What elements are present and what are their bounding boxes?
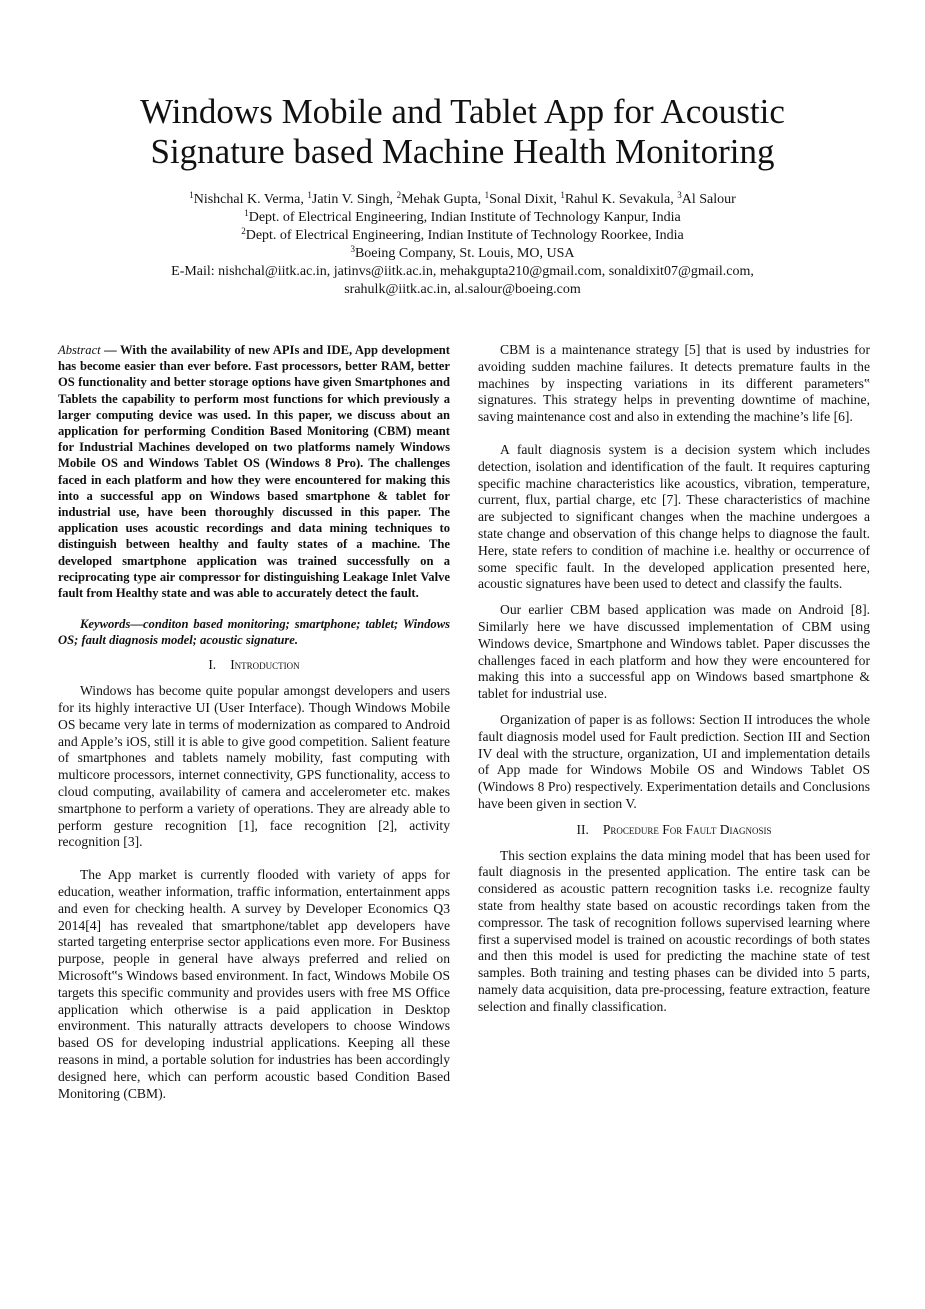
left-column [58,342,450,1102]
intro-paragraph-1: Windows has become quite popular amongst developers and users for its highly interactive UI (User Interface). Though Windows Mobile OS became very late in terms of modernization as compared to Android and Apple’s iOS, still it is able to give good competition. Salient feature of smartphones and tablets namely mobility, fast computing with multicore processors, internet connectivity, GPS functionality, access to cloud computing, availability of camera and accelerometer etc. makes smartphone to perform a variety of operations. They are already able to perform gesture recognition [1], face recognition [2], activity recognition [3]. [58,683,450,850]
author-name: Mehak Gupta, [401,192,485,207]
affiliation [60,209,865,227]
affiliation-text: Boeing Company, St. Louis, MO, USA [354,246,575,261]
section-title: Introduction [230,657,300,673]
abstract [58,342,450,601]
author-list [60,191,865,209]
procedure-paragraph: This section explains the data mining model that has been used for fault diagnosis in the presented application. The entire task can be considered as acoustic pattern recognition tasks i.e. recognize faulty state from healthy state based on acoustic recordings taken from the compressor. The task of recognition follows supervised learning where first a supervised model is trained on acoustic recordings of both states and then this model is used for predicting the machine state of test samples. Both training and testing phases can be divided into 5 parts, namely data acquisition, data pre-processing, feature extraction, feature selection and finally classification. [478,847,870,1014]
earlier-app-paragraph: Our earlier CBM based application was made on Android [8]. Similarly here we have discussed implementation of CBM using Windows device, Smartphone and Windows tablet. Paper discusses the challenges faced in each platform and how they were encountered for making this into a successful app on Windows based smartphone & tablet for industrial use. [478,602,870,702]
author-sup: 1 [560,190,565,200]
fault-diagnosis-paragraph: A fault diagnosis system is a decision system which includes detection, isolation and identification of the fault. It requires capturing specific machine characteristics like acoustics, vibration, temperature, current, flux, partial charge, etc [7]. These characteristics of machine are subjected to significant changes when the machine undergoes a state change and observation of this change helps to diagnose the fault. Here, state refers to condition of machine i.e. healthy or occurrence of some specific fault. In the developed application presented here, acoustic signatures have been used to detect and classify the faults. [478,441,870,592]
section-heading-introduction [58,657,450,674]
title-line-2: Signature based Machine Health Monitoring [150,132,775,171]
keywords: Keywords—conditon based monitoring; smartphone; tablet; Windows OS; fault diagnosis model; acoustic signature. [58,617,450,647]
email-line-2: srahulk@iitk.ac.in, al.salour@boeing.com [344,282,581,297]
affiliation [60,245,865,263]
author-sup: 2 [396,190,402,200]
title-line-1: Windows Mobile and Tablet App for Acoustic [140,92,785,131]
author-name: Al Salour [681,192,736,207]
author-name: Sonal Dixit, [489,192,561,207]
section-number: I. [208,657,217,673]
affiliation-text: Dept. of Electrical Engineering, Indian Institute of Technology Kanpur, India [248,210,681,225]
affiliation [60,227,865,245]
author-sup: 1 [307,190,312,200]
author-sup: 3 [677,190,682,200]
section-heading-procedure [478,822,870,839]
abstract-lead: Abstract [58,343,101,357]
affiliation-sup: 2 [241,226,246,236]
organization-paragraph: Organization of paper is as follows: Section II introduces the whole fault diagnosis model used for Fault prediction. Section III and Section IV deal with the structure, organization, UI and implementation details of App made for Windows Mobile OS and Windows Tablet OS (Windows 8 Pro) respectively. Experimentation details and Conclusions have been given in section V. [478,711,870,811]
cbm-paragraph: CBM is a maintenance strategy [5] that is used by industries for avoiding sudden machine failures. It detects premature faults in the machines by inspecting variations in its different parameters‟ signatures. This strategy helps in preventing downtime of machine, saving maintenance cost and also in extending the machine’s life [6]. [478,342,870,425]
author-name: Jatin V. Singh, [311,192,397,207]
paper-title [60,92,865,172]
right-column [478,342,870,1015]
author-sup: 1 [189,190,194,200]
abstract-body: — With the availability of new APIs and IDE, App development has become easier than ever before. Fast processors, better RAM, better OS functionality and better storage options have given Smartphones and Tablets the capability to perform most functions for which previously a larger computing device was used. In this paper, we discuss about an application for performing Condition Based Monitoring (CBM) meant for Industrial Machines developed on two platforms namely Windows Mobile OS and Windows Tablet OS (Windows 8 Pro). The challenges faced in each platform and how they were encountered for making this into a successful app on Windows based smartphone & tablet for industrial use, have been thoroughly discussed in this paper. The application uses acoustic recordings and data mining techniques to distinguish between healthy and faulty states of a machine. The developed smartphone application was trained successfully on a reciprocating type air compressor for distinguishing Leakage Inlet Valve fault from Healthy state and was able to accurately detect the fault. [58,343,450,601]
section-number: II. [576,821,589,837]
affiliation-sup: 1 [244,208,249,218]
author-sup: 1 [484,190,490,200]
section-title: Procedure For Fault Diagnosis [602,821,772,837]
author-name: Nishchal K. Verma, [193,192,308,207]
affiliation-text: Dept. of Electrical Engineering, Indian Institute of Technology Roorkee, India [245,228,684,243]
affiliation-sup: 3 [350,244,355,254]
intro-paragraph-2: The App market is currently flooded with variety of apps for education, weather information, traffic information, entertainment apps and even for checking health. A survey by Developer Economics Q3 2014[4] has revealed that smartphone/tablet app developers have started targeting enterprise sector applications even more. For Business purpose, people in general have always preferred and relied on Microsoft‟s Windows based environment. In fact, Windows Mobile OS targets this specific community and provides users with free MS Office application which otherwise is a paid application in Desktop environment. This naturally attracts developers to choose Windows based OS for developing industrial applications. Keeping all these reasons in mind, a portable solution for industries has been accordingly designed here, which can perform acoustic based Condition Based Monitoring (CBM). [58,867,450,1101]
author-block [60,191,865,299]
author-name: Rahul K. Sevakula, [564,192,678,207]
email-line-1: E-Mail: nishchal@iitk.ac.in, jatinvs@iitk.ac.in, mehakgupta210@gmail.com, sonaldixit07@gmail.com, [171,264,754,279]
